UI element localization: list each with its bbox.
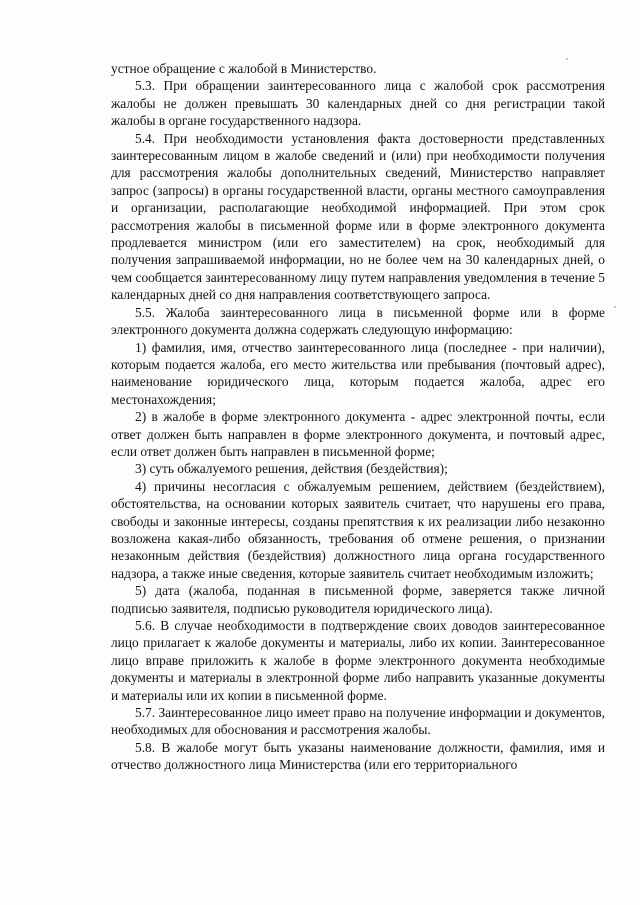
paragraph-5-8: 5.8. В жалобе могут быть указаны наименование должности, фамилия, имя и отчество должностного лица Министерства (или его территориального: [111, 739, 605, 773]
list-item-4: 4) причины несогласия с обжалуемым решением, действием (бездействием), обстоятельства, на основании которых заявитель считает, что нарушены его права, свободы и законные интересы, созданы препятствия к их реализации либо незаконно возложена какая-либо обязанность, требования об отмене решения, о признании незаконным действия (бездействия) должностного лица органа государственного надзора, а также иные сведения, которые заявитель считает необходимым изложить;: [111, 478, 605, 581]
paragraph-5-3: 5.3. При обращении заинтересованного лица с жалобой срок рассмотрения жалобы не должен превышать 30 календарных дней со дня регистрации такой жалобы в органе государственного надзора.: [111, 78, 605, 129]
list-item-5: 5) дата (жалоба, поданная в письменной форме, заверяется также личной подписью заявителя, подписью руководителя юридического лица).: [111, 583, 605, 616]
paragraph-5-5: 5.5. Жалоба заинтересованного лица в письменной форме или в форме электронного документа должна содержать следующую информацию:: [111, 304, 605, 338]
document-body: [111, 60, 605, 774]
list-item-2: 2) в жалобе в форме электронного документа - адрес электронной почты, если ответ должен быть направлен в форме электронного документа, и почтовый адрес, если ответ должен быть направлен в письменной форме;: [111, 409, 605, 459]
paragraph-5-6: 5.6. В случае необходимости в подтверждение своих доводов заинтересованное лицо прилагает к жалобе документы и материалы, либо их копии. Заинтересованное лицо вправе приложить к жалобе в форме электронного документа необходимые документы и материалы в электронной форме либо направить указанные документы и материалы или их копии в письменной форме.: [111, 618, 605, 703]
scan-speck: [614, 306, 616, 308]
list-item-3: 3) суть обжалуемого решения, действия (бездействия);: [135, 461, 448, 477]
paragraph-continuation: устное обращение с жалобой в Министерство.: [111, 61, 377, 76]
list-item-1: 1) фамилия, имя, отчество заинтересованного лица (последнее - при наличии), которым подается жалоба, его место жительства или пребывания (почтовый адрес), наименование юридического лица, которым подается жалоба, адрес его местонахождения;: [111, 339, 605, 407]
paragraph-5-4: 5.4. При необходимости установления факта достоверности представленных заинтересованным лицом в жалобе сведений и (или) при необходимости получения для рассмотрения жалобы дополнительных сведений, Министерство направляет запрос (запросы) в органы государственной власти, органы местного самоуправления и организации, располагающие необходимой информацией. При этом срок рассмотрения жалобы в письменной форме или в форме электронного документа продлевается министром (или его заместителем) на срок, необходимый для получения запрашиваемой информации, но не более чем на 30 календарных дней, о чем сообщается заинтересованному лицу путем направления уведомления в течение 5 календарных дней со дня направления соответствующего запроса.: [111, 130, 605, 303]
paragraph-5-7: 5.7. Заинтересованное лицо имеет право на получение информации и документов, необходимых для обоснования и рассмотрения жалобы.: [111, 705, 605, 738]
